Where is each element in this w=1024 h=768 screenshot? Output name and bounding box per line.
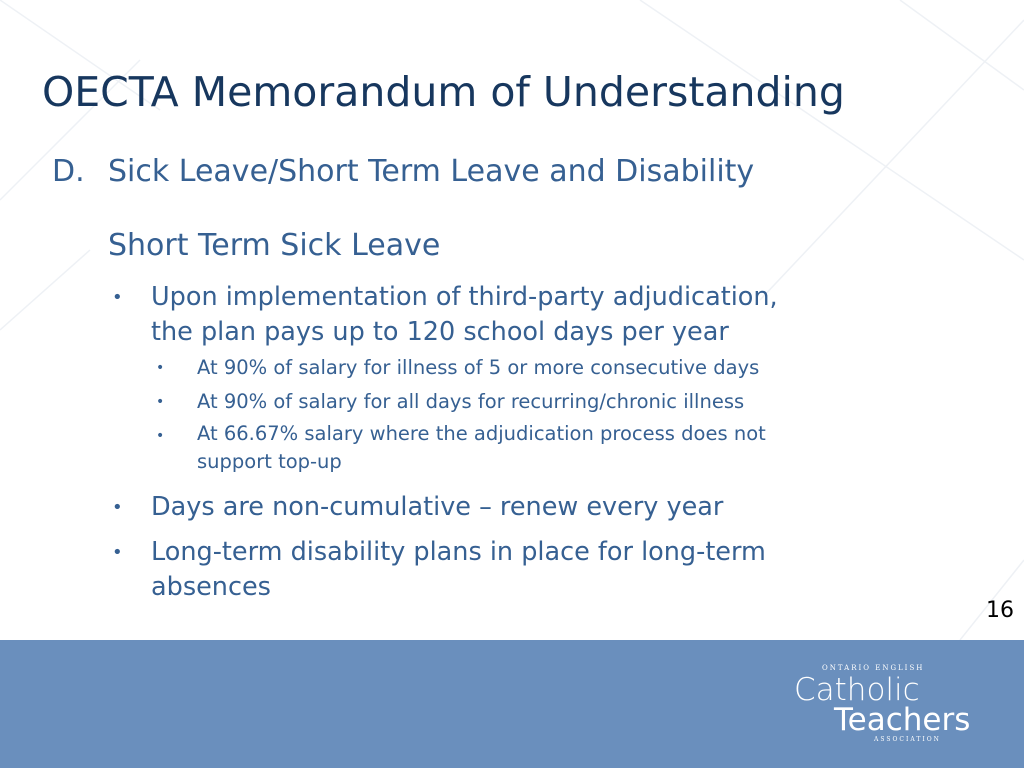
list-item xyxy=(108,535,978,605)
logo-teachers: Teachers xyxy=(834,702,971,738)
sub-list-item xyxy=(108,420,978,476)
subheading: Short Term Sick Leave xyxy=(108,228,441,263)
list-item xyxy=(108,280,978,350)
bullet-line: the plan pays up to 120 school days per year xyxy=(151,317,729,347)
logo-bottom-text: ASSOCIATION xyxy=(874,736,941,743)
slide-title: OECTA Memorandum of Understanding xyxy=(42,68,845,116)
logo-catholic: Catholic xyxy=(794,672,920,708)
section-heading xyxy=(52,154,754,189)
bullet-line: Long-term disability plans in place for long-term xyxy=(151,537,766,567)
sub-list-item xyxy=(108,386,978,418)
bullet-line: absences xyxy=(151,572,271,602)
list-item xyxy=(108,490,978,525)
bullet-text: Days are non-cumulative – renew every year xyxy=(151,492,724,522)
section-title: Sick Leave/Short Term Leave and Disability xyxy=(108,154,755,189)
sub-bullet-text: At 90% of salary for illness of 5 or more consecutive days xyxy=(197,356,760,379)
page-number: 16 xyxy=(986,598,1014,623)
list-spacer xyxy=(108,478,978,490)
bullet-list xyxy=(108,280,978,607)
logo-top-text: ONTARIO ENGLISH xyxy=(822,664,925,672)
section-marker: D. xyxy=(52,154,85,189)
sub-list-item xyxy=(108,352,978,384)
sub-bullet-line: • At 66.67% salary where the adjudication process does not xyxy=(197,422,766,445)
bullet-line: Upon implementation of third-party adjudication, xyxy=(151,282,778,312)
sub-bullet-line: support top-up xyxy=(197,450,342,473)
sub-bullet-text: At 90% of salary for all days for recurring/chronic illness xyxy=(197,390,745,413)
oecta-logo xyxy=(794,664,984,744)
